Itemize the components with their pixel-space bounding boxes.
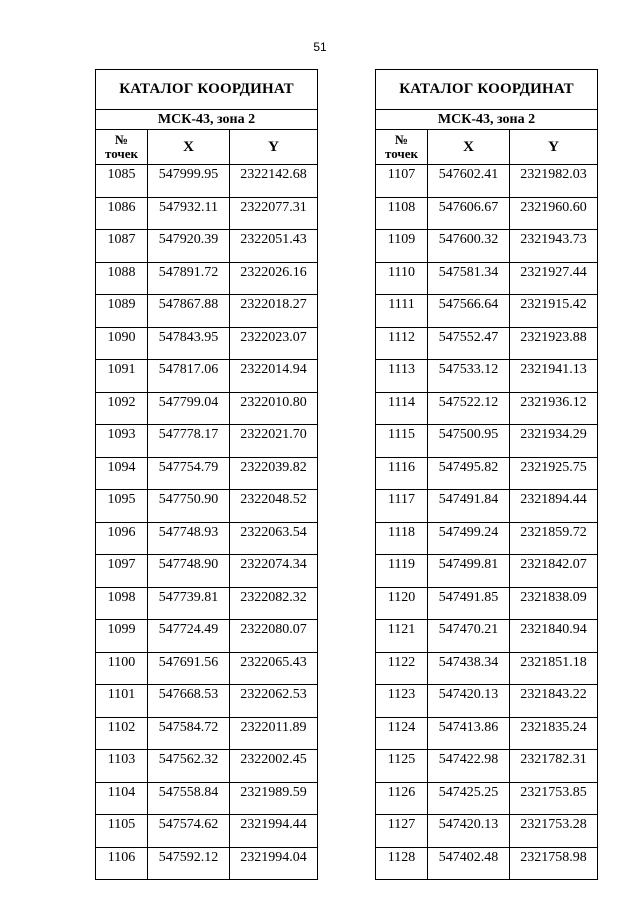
y-coordinate-cell: 2322062.53	[230, 685, 318, 718]
table-row	[376, 262, 598, 295]
y-coordinate-cell: 2321840.94	[510, 620, 598, 653]
y-coordinate-cell: 2322080.07	[230, 620, 318, 653]
point-number-cell: 1121	[376, 620, 428, 653]
point-number-cell: 1113	[376, 360, 428, 393]
point-number-cell: 1090	[96, 327, 148, 360]
y-coordinate-cell: 2321927.44	[510, 262, 598, 295]
x-coordinate-cell: 547799.04	[148, 392, 230, 425]
table-row	[96, 197, 318, 230]
point-number-cell: 1087	[96, 230, 148, 263]
table-row	[96, 425, 318, 458]
table-row	[376, 392, 598, 425]
y-coordinate-cell: 2322082.32	[230, 587, 318, 620]
point-number-cell: 1128	[376, 847, 428, 880]
x-coordinate-cell: 547420.13	[428, 685, 510, 718]
y-coordinate-cell: 2321859.72	[510, 522, 598, 555]
y-coordinate-cell: 2321923.88	[510, 327, 598, 360]
y-coordinate-cell: 2322010.80	[230, 392, 318, 425]
table-row	[376, 620, 598, 653]
y-coordinate-cell: 2322065.43	[230, 652, 318, 685]
y-coordinate-cell: 2321838.09	[510, 587, 598, 620]
x-coordinate-cell: 547491.84	[428, 490, 510, 523]
point-number-cell: 1091	[96, 360, 148, 393]
point-number-cell: 1098	[96, 587, 148, 620]
y-coordinate-cell: 2321842.07	[510, 555, 598, 588]
y-coordinate-cell: 2322026.16	[230, 262, 318, 295]
y-coordinate-cell: 2322039.82	[230, 457, 318, 490]
x-coordinate-cell: 547470.21	[428, 620, 510, 653]
point-number-cell: 1112	[376, 327, 428, 360]
table-row	[96, 457, 318, 490]
x-coordinate-cell: 547533.12	[428, 360, 510, 393]
x-coordinate-cell: 547420.13	[428, 815, 510, 848]
table-row	[96, 555, 318, 588]
y-coordinate-cell: 2321934.29	[510, 425, 598, 458]
point-number-cell: 1109	[376, 230, 428, 263]
y-coordinate-cell: 2322011.89	[230, 717, 318, 750]
point-number-cell: 1106	[96, 847, 148, 880]
table-row	[96, 360, 318, 393]
table-row	[96, 587, 318, 620]
point-number-cell: 1111	[376, 295, 428, 328]
point-number-cell: 1108	[376, 197, 428, 230]
x-coordinate-cell: 547552.47	[428, 327, 510, 360]
table-row	[96, 782, 318, 815]
catalog-title: КАТАЛОГ КООРДИНАТ	[376, 70, 598, 110]
point-number-cell: 1085	[96, 165, 148, 198]
point-number-cell: 1105	[96, 815, 148, 848]
x-coordinate-cell: 547566.64	[428, 295, 510, 328]
x-coordinate-cell: 547867.88	[148, 295, 230, 328]
x-coordinate-cell: 547691.56	[148, 652, 230, 685]
x-coordinate-cell: 547724.49	[148, 620, 230, 653]
x-coordinate-cell: 547558.84	[148, 782, 230, 815]
point-number-cell: 1126	[376, 782, 428, 815]
x-coordinate-cell: 547748.93	[148, 522, 230, 555]
table-row	[376, 587, 598, 620]
y-coordinate-cell: 2321851.18	[510, 652, 598, 685]
y-coordinate-cell: 2321982.03	[510, 165, 598, 198]
point-number-cell: 1117	[376, 490, 428, 523]
y-coordinate-cell: 2321925.75	[510, 457, 598, 490]
table-row	[376, 522, 598, 555]
x-coordinate-cell: 547581.34	[428, 262, 510, 295]
point-number-cell: 1102	[96, 717, 148, 750]
x-coordinate-cell: 547499.24	[428, 522, 510, 555]
y-coordinate-cell: 2321936.12	[510, 392, 598, 425]
y-coordinate-cell: 2322014.94	[230, 360, 318, 393]
x-coordinate-cell: 547562.32	[148, 750, 230, 783]
number-sign: №	[394, 132, 409, 147]
catalog-title: КАТАЛОГ КООРДИНАТ	[96, 70, 318, 110]
y-coordinate-cell: 2321753.28	[510, 815, 598, 848]
point-number-cell: 1104	[96, 782, 148, 815]
x-coordinate-cell: 547491.85	[428, 587, 510, 620]
y-coordinate-cell: 2321758.98	[510, 847, 598, 880]
x-coordinate-cell: 547413.86	[428, 717, 510, 750]
y-coordinate-cell: 2321915.42	[510, 295, 598, 328]
point-number-cell: 1119	[376, 555, 428, 588]
point-number-cell: 1116	[376, 457, 428, 490]
point-number-cell: 1092	[96, 392, 148, 425]
page-number: 51	[313, 40, 327, 54]
table-row	[96, 262, 318, 295]
table-row	[96, 750, 318, 783]
table-row	[376, 652, 598, 685]
y-coordinate-cell: 2321753.85	[510, 782, 598, 815]
point-number-cell: 1114	[376, 392, 428, 425]
table-row	[96, 165, 318, 198]
point-number-cell: 1125	[376, 750, 428, 783]
point-number-cell: 1122	[376, 652, 428, 685]
table-row	[376, 295, 598, 328]
y-coordinate-cell: 2322002.45	[230, 750, 318, 783]
x-coordinate-cell: 547522.12	[428, 392, 510, 425]
y-coordinate-cell: 2321941.13	[510, 360, 598, 393]
table-row	[96, 620, 318, 653]
x-coordinate-cell: 547668.53	[148, 685, 230, 718]
point-number-cell: 1110	[376, 262, 428, 295]
y-coordinate-cell: 2321989.59	[230, 782, 318, 815]
point-number-cell: 1086	[96, 197, 148, 230]
x-coordinate-cell: 547602.41	[428, 165, 510, 198]
x-coordinate-cell: 547739.81	[148, 587, 230, 620]
x-coordinate-cell: 547438.34	[428, 652, 510, 685]
point-number-cell: 1095	[96, 490, 148, 523]
x-coordinate-cell: 547425.25	[428, 782, 510, 815]
table-row	[376, 165, 598, 198]
table-body	[376, 165, 598, 880]
y-column-header: Y	[510, 130, 598, 165]
table-row	[376, 425, 598, 458]
table-row	[376, 750, 598, 783]
point-number-cell: 1107	[376, 165, 428, 198]
point-number-cell: 1088	[96, 262, 148, 295]
y-coordinate-cell: 2321960.60	[510, 197, 598, 230]
point-number-cell: 1123	[376, 685, 428, 718]
table-row	[376, 685, 598, 718]
point-number-cell: 1103	[96, 750, 148, 783]
table-row	[376, 327, 598, 360]
y-coordinate-cell: 2322077.31	[230, 197, 318, 230]
table-row	[376, 457, 598, 490]
points-word: точек	[385, 146, 418, 161]
table-row	[96, 685, 318, 718]
table-row	[96, 847, 318, 880]
x-coordinate-cell: 547495.82	[428, 457, 510, 490]
x-coordinate-cell: 547402.48	[428, 847, 510, 880]
point-number-cell: 1100	[96, 652, 148, 685]
coordinate-catalog-table-right	[375, 69, 598, 880]
point-number-cell: 1115	[376, 425, 428, 458]
table-row	[96, 392, 318, 425]
point-number-cell: 1101	[96, 685, 148, 718]
y-coordinate-cell: 2321782.31	[510, 750, 598, 783]
point-number-header	[376, 130, 428, 165]
y-coordinate-cell: 2322074.34	[230, 555, 318, 588]
table-row	[376, 490, 598, 523]
y-column-header: Y	[230, 130, 318, 165]
table-row	[376, 197, 598, 230]
point-number-cell: 1118	[376, 522, 428, 555]
y-coordinate-cell: 2322142.68	[230, 165, 318, 198]
table-row	[376, 555, 598, 588]
y-coordinate-cell: 2322023.07	[230, 327, 318, 360]
x-coordinate-cell: 547600.32	[428, 230, 510, 263]
y-coordinate-cell: 2321943.73	[510, 230, 598, 263]
y-coordinate-cell: 2321835.24	[510, 717, 598, 750]
y-coordinate-cell: 2322021.70	[230, 425, 318, 458]
table-row	[96, 230, 318, 263]
x-column-header: X	[428, 130, 510, 165]
table-body	[96, 165, 318, 880]
y-coordinate-cell: 2322051.43	[230, 230, 318, 263]
table-row	[96, 327, 318, 360]
x-column-header: X	[148, 130, 230, 165]
y-coordinate-cell: 2322018.27	[230, 295, 318, 328]
point-number-cell: 1097	[96, 555, 148, 588]
point-number-cell: 1124	[376, 717, 428, 750]
number-sign: №	[114, 132, 129, 147]
y-coordinate-cell: 2322063.54	[230, 522, 318, 555]
y-coordinate-cell: 2321843.22	[510, 685, 598, 718]
y-coordinate-cell: 2321994.44	[230, 815, 318, 848]
x-coordinate-cell: 547422.98	[428, 750, 510, 783]
table-row	[376, 230, 598, 263]
point-number-cell: 1120	[376, 587, 428, 620]
x-coordinate-cell: 547500.95	[428, 425, 510, 458]
table-row	[96, 490, 318, 523]
y-coordinate-cell: 2321894.44	[510, 490, 598, 523]
x-coordinate-cell: 547584.72	[148, 717, 230, 750]
coordinate-catalog-table-left	[95, 69, 318, 880]
point-number-cell: 1099	[96, 620, 148, 653]
x-coordinate-cell: 547750.90	[148, 490, 230, 523]
table-row	[376, 847, 598, 880]
x-coordinate-cell: 547891.72	[148, 262, 230, 295]
point-number-cell: 1094	[96, 457, 148, 490]
x-coordinate-cell: 547499.81	[428, 555, 510, 588]
table-row	[96, 815, 318, 848]
x-coordinate-cell: 547843.95	[148, 327, 230, 360]
table-row	[96, 295, 318, 328]
x-coordinate-cell: 547932.11	[148, 197, 230, 230]
table-row	[376, 782, 598, 815]
y-coordinate-cell: 2321994.04	[230, 847, 318, 880]
x-coordinate-cell: 547748.90	[148, 555, 230, 588]
coordinate-system-zone: МСК-43, зона 2	[376, 110, 598, 130]
table-row	[376, 815, 598, 848]
point-number-cell: 1089	[96, 295, 148, 328]
point-number-cell: 1127	[376, 815, 428, 848]
table-row	[96, 652, 318, 685]
table-row	[376, 360, 598, 393]
point-number-cell: 1096	[96, 522, 148, 555]
x-coordinate-cell: 547817.06	[148, 360, 230, 393]
x-coordinate-cell: 547574.62	[148, 815, 230, 848]
table-row	[96, 522, 318, 555]
y-coordinate-cell: 2322048.52	[230, 490, 318, 523]
x-coordinate-cell: 547592.12	[148, 847, 230, 880]
x-coordinate-cell: 547606.67	[428, 197, 510, 230]
table-row	[96, 717, 318, 750]
x-coordinate-cell: 547778.17	[148, 425, 230, 458]
point-number-cell: 1093	[96, 425, 148, 458]
point-number-header	[96, 130, 148, 165]
points-word: точек	[105, 146, 138, 161]
x-coordinate-cell: 547754.79	[148, 457, 230, 490]
table-row	[376, 717, 598, 750]
coordinate-system-zone: МСК-43, зона 2	[96, 110, 318, 130]
x-coordinate-cell: 547999.95	[148, 165, 230, 198]
x-coordinate-cell: 547920.39	[148, 230, 230, 263]
